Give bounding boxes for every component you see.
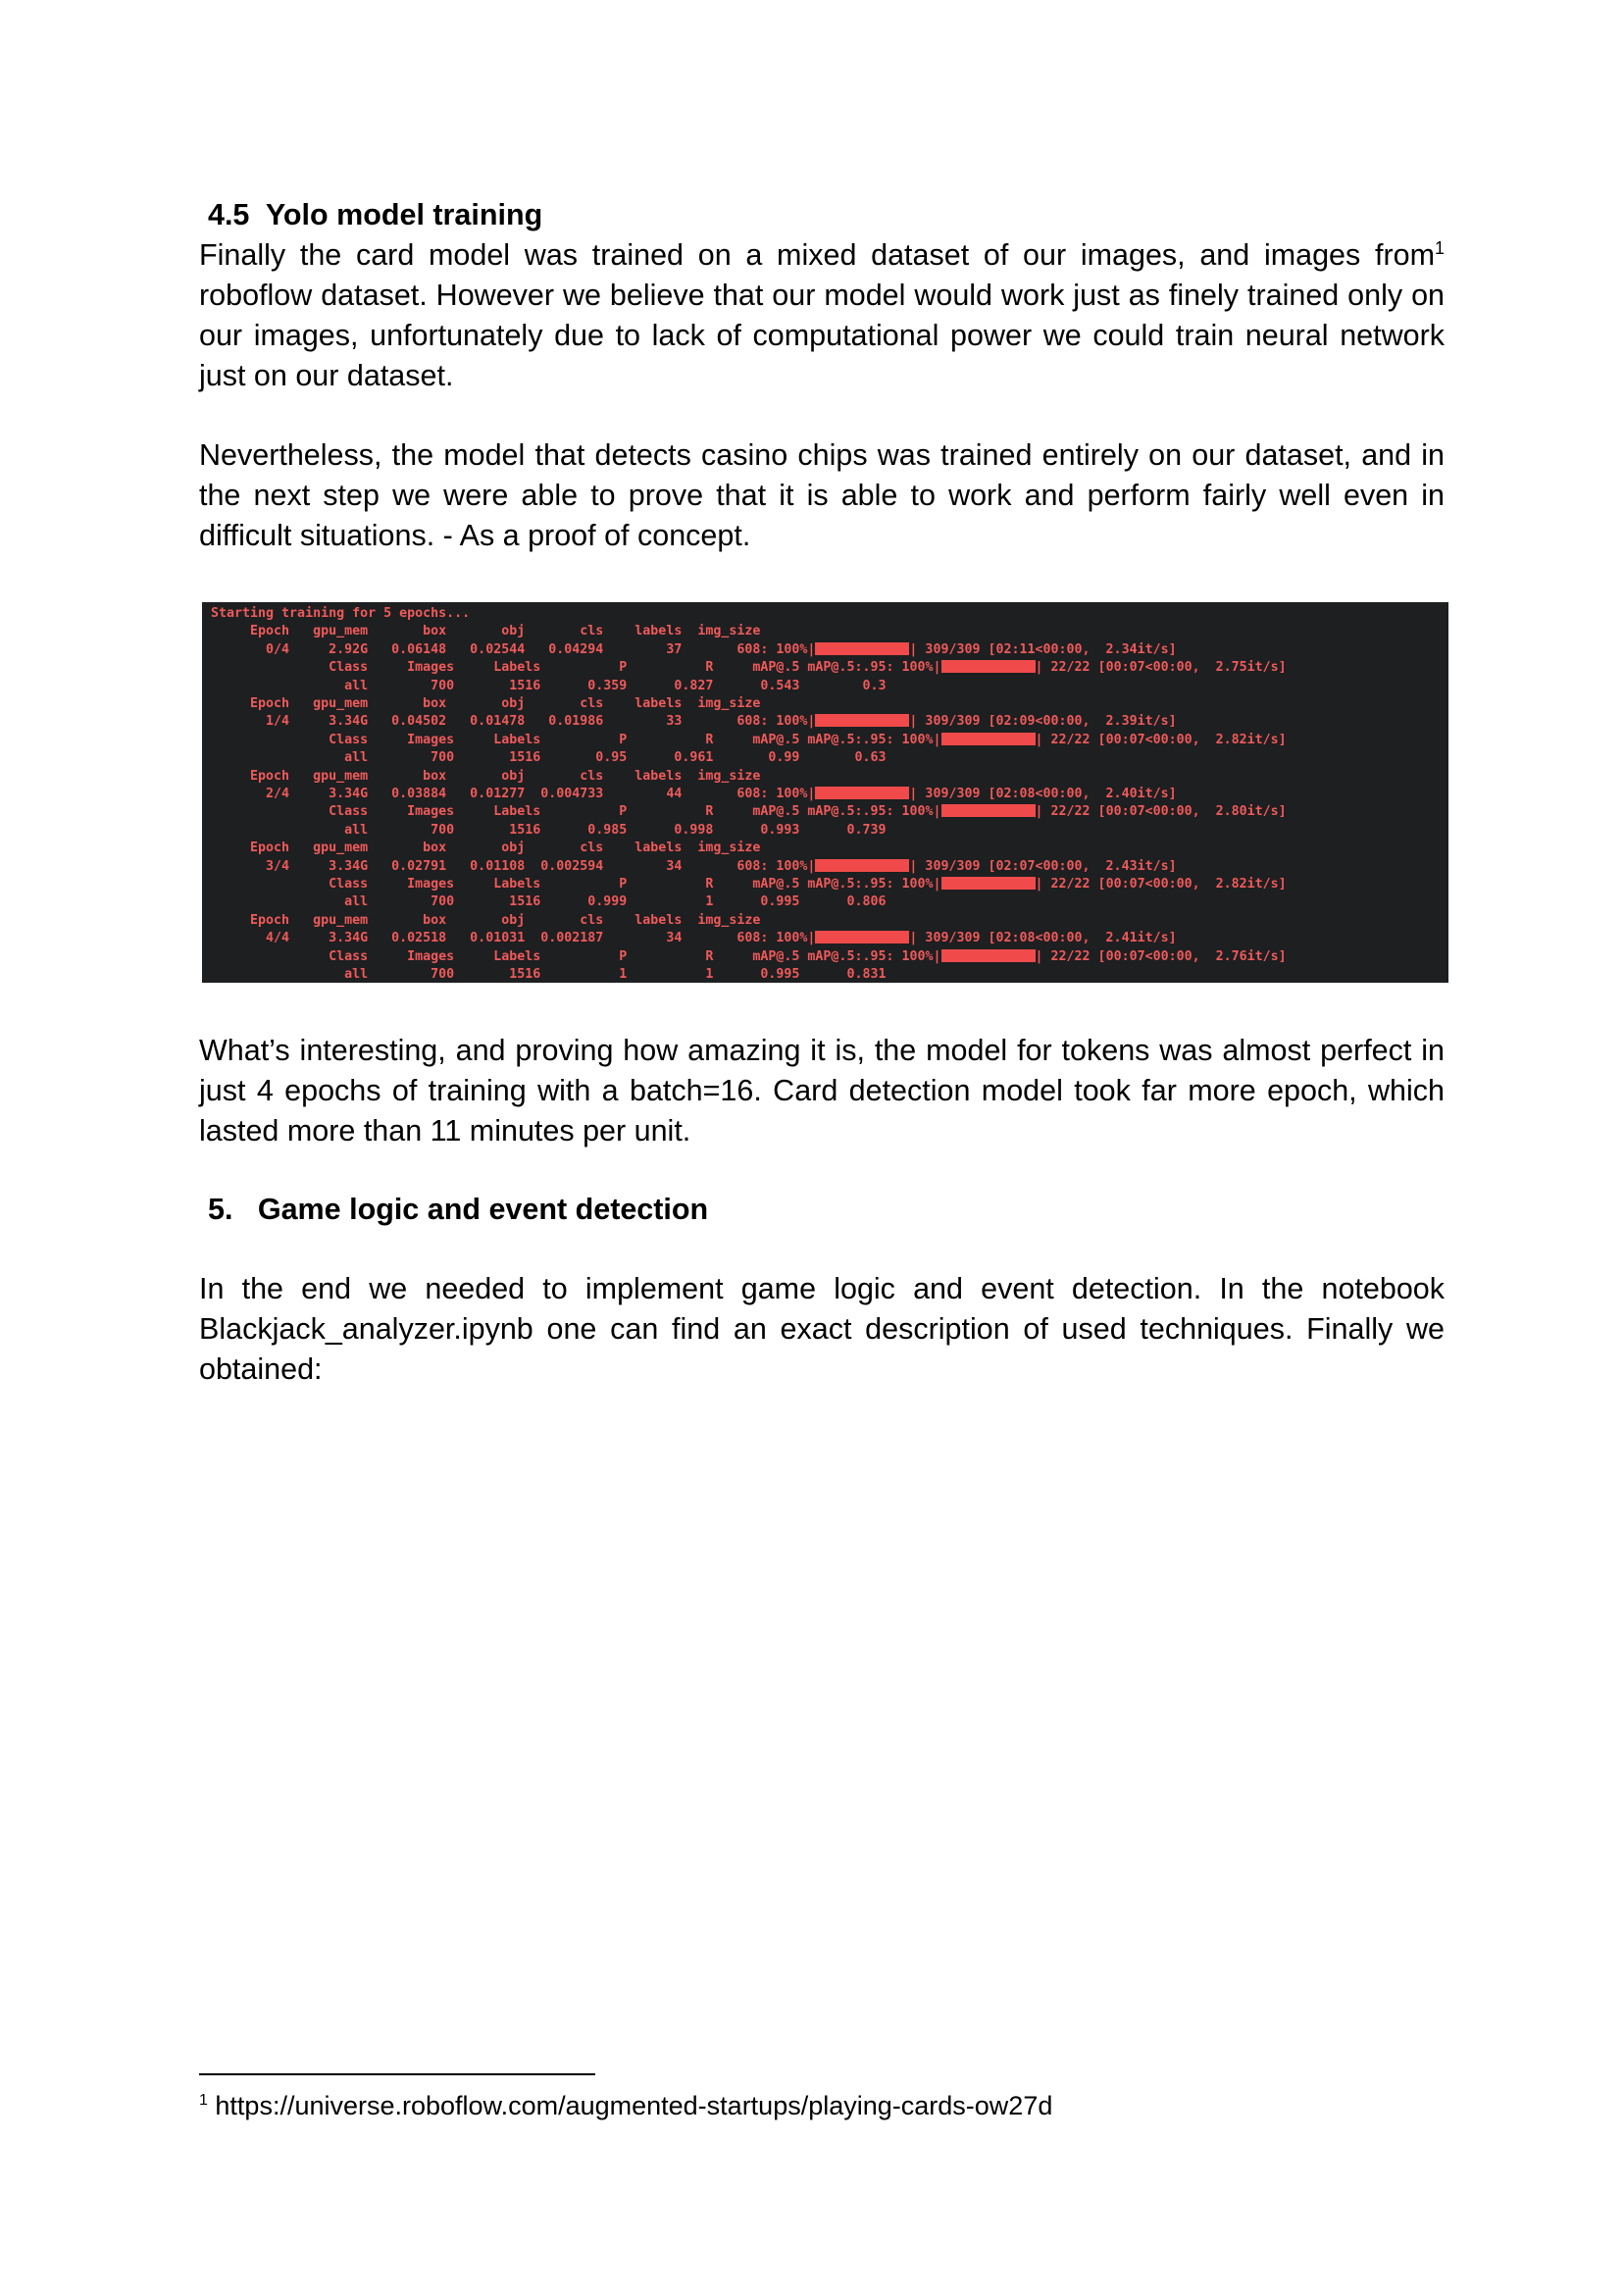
log-line-text: all 700 1516 0.95 0.961 0.99 0.63: [211, 750, 887, 766]
log-line-text: Class Images Labels P R mAP@.5 mAP@.5:.95: 100%|: [211, 732, 941, 747]
log-line: [211, 858, 1177, 876]
log-line-text: 2/4 3.34G 0.03884 0.01277 0.004733 44 608: 100%|: [211, 787, 816, 801]
log-line: [211, 605, 470, 623]
log-line: [211, 641, 1177, 659]
progress-bar: [815, 787, 909, 799]
log-line-text: 1/4 3.34G 0.04502 0.01478 0.01986 33 608: 100%|: [211, 714, 816, 730]
footnote-divider: [199, 2073, 595, 2075]
progress-bar: [815, 931, 909, 943]
progress-bar: [815, 714, 909, 727]
section-title: Game logic and event detection: [257, 1193, 709, 1226]
progress-bar: [941, 877, 1036, 890]
log-line-text: Starting training for 5 epochs...: [211, 606, 471, 621]
log-line: [211, 803, 1287, 821]
progress-stats: | 309/309 [02:09<00:00, 2.39it/s]: [909, 714, 1177, 730]
log-line-text: all 700 1516 0.985 0.998 0.993 0.739: [211, 822, 887, 838]
progress-bar: [941, 660, 1036, 673]
log-line: [211, 749, 886, 767]
progress-bar: [941, 949, 1036, 962]
paragraph-token-results: What’s interesting, and proving how amazing it is, the model for tokens was almost perfect in just 4 epochs of training with a batch=16. Card detection model took far more epoch, which lasted more than 11 minutes per unit.: [199, 1034, 1445, 1147]
log-line-text: Epoch gpu_mem box obj cls labels img_size: [211, 696, 761, 711]
paragraph-game-logic: In the end we needed to implement game logic and event detection. In the notebook Blackjack_analyzer.ipynb one can find an exact description of used techniques. Finally we obtained:: [199, 1272, 1445, 1386]
progress-stats: | 309/309 [02:08<00:00, 2.40it/s]: [909, 787, 1177, 801]
progress-stats: | 22/22 [00:07<00:00, 2.82it/s]: [1035, 877, 1287, 892]
log-line-text: 0/4 2.92G 0.06148 0.02544 0.04294 37 608: 100%|: [211, 641, 816, 657]
log-line-text: Epoch gpu_mem box obj cls labels img_size: [211, 768, 761, 784]
log-line: [211, 623, 760, 640]
paragraph-yolo-intro: Finally the card model was trained on a mixed dataset of our images, and images from$^1$ roboflow dataset. However we believe that our model would work just as finely trained only on our images, unfortunately due to lack of computational power we could train neural network just on our dataset.: [199, 237, 1445, 392]
log-line-text: Class Images Labels P R mAP@.5 mAP@.5:.95: 100%|: [211, 948, 941, 964]
log-line: [211, 768, 760, 786]
progress-bar: [815, 642, 909, 655]
progress-stats: | 22/22 [00:07<00:00, 2.80it/s]: [1035, 804, 1287, 820]
log-line: [211, 659, 1287, 677]
progress-stats: | 22/22 [00:07<00:00, 2.82it/s]: [1035, 732, 1287, 747]
section-title: Yolo model training: [265, 198, 543, 231]
progress-stats: | 22/22 [00:07<00:00, 2.75it/s]: [1035, 660, 1287, 676]
footnote-marker: 1: [199, 2092, 208, 2109]
log-line-text: Epoch gpu_mem box obj cls labels img_size: [211, 624, 761, 639]
section-number: 4.5: [208, 198, 250, 231]
log-line: [211, 930, 1177, 947]
log-line-text: 3/4 3.34G 0.02791 0.01108 0.002594 34 608: 100%|: [211, 858, 816, 874]
progress-bar: [815, 859, 909, 872]
log-line: [211, 840, 760, 857]
log-line: [211, 678, 886, 695]
log-line: [211, 695, 760, 713]
section-number: 5.: [208, 1193, 233, 1226]
progress-stats: | 309/309 [02:11<00:00, 2.34it/s]: [909, 641, 1177, 657]
footnote: [199, 2089, 1052, 2122]
log-line: [211, 876, 1287, 893]
log-line: [211, 732, 1287, 749]
section-4-5-heading: [199, 195, 1445, 234]
log-line: [211, 893, 886, 911]
log-line-text: Class Images Labels P R mAP@.5 mAP@.5:.95: 100%|: [211, 877, 941, 892]
section-5-heading: [199, 1190, 1445, 1229]
progress-stats: | 309/309 [02:07<00:00, 2.43it/s]: [909, 858, 1177, 874]
progress-stats: | 22/22 [00:07<00:00, 2.76it/s]: [1035, 948, 1287, 964]
log-line: [211, 912, 760, 930]
log-line: [211, 786, 1177, 803]
footnote-link[interactable]: https://universe.roboflow.com/augmented-startups/playing-cards-ow27d: [207, 2091, 1053, 2120]
progress-bar: [941, 804, 1036, 817]
log-line-text: Epoch gpu_mem box obj cls labels img_size: [211, 841, 761, 856]
log-line: [211, 948, 1287, 966]
log-line-text: Class Images Labels P R mAP@.5 mAP@.5:.95: 100%|: [211, 660, 941, 676]
training-log-screenshot: [202, 602, 1448, 983]
log-line: [211, 822, 886, 840]
log-line: [211, 966, 886, 983]
log-line-text: all 700 1516 1 1 0.995 0.831: [211, 967, 887, 982]
progress-stats: | 309/309 [02:08<00:00, 2.41it/s]: [909, 931, 1177, 946]
log-line-text: Class Images Labels P R mAP@.5 mAP@.5:.95: 100%|: [211, 804, 941, 820]
log-line-text: all 700 1516 0.359 0.827 0.543 0.3: [211, 678, 887, 693]
paragraph-chips-model: Nevertheless, the model that detects casino chips was trained entirely on our dataset, and in the next step we were able to prove that it is able to work and perform fairly well even in difficult situations. - As a proof of concept.: [199, 438, 1445, 552]
log-line-text: 4/4 3.34G 0.02518 0.01031 0.002187 34 608: 100%|: [211, 931, 816, 946]
progress-bar: [941, 733, 1036, 745]
footnote-ref[interactable]: 1: [1434, 237, 1445, 258]
log-line-text: all 700 1516 0.999 1 0.995 0.806: [211, 894, 887, 910]
log-line-text: Epoch gpu_mem box obj cls labels img_size: [211, 912, 761, 928]
log-line: [211, 713, 1177, 731]
